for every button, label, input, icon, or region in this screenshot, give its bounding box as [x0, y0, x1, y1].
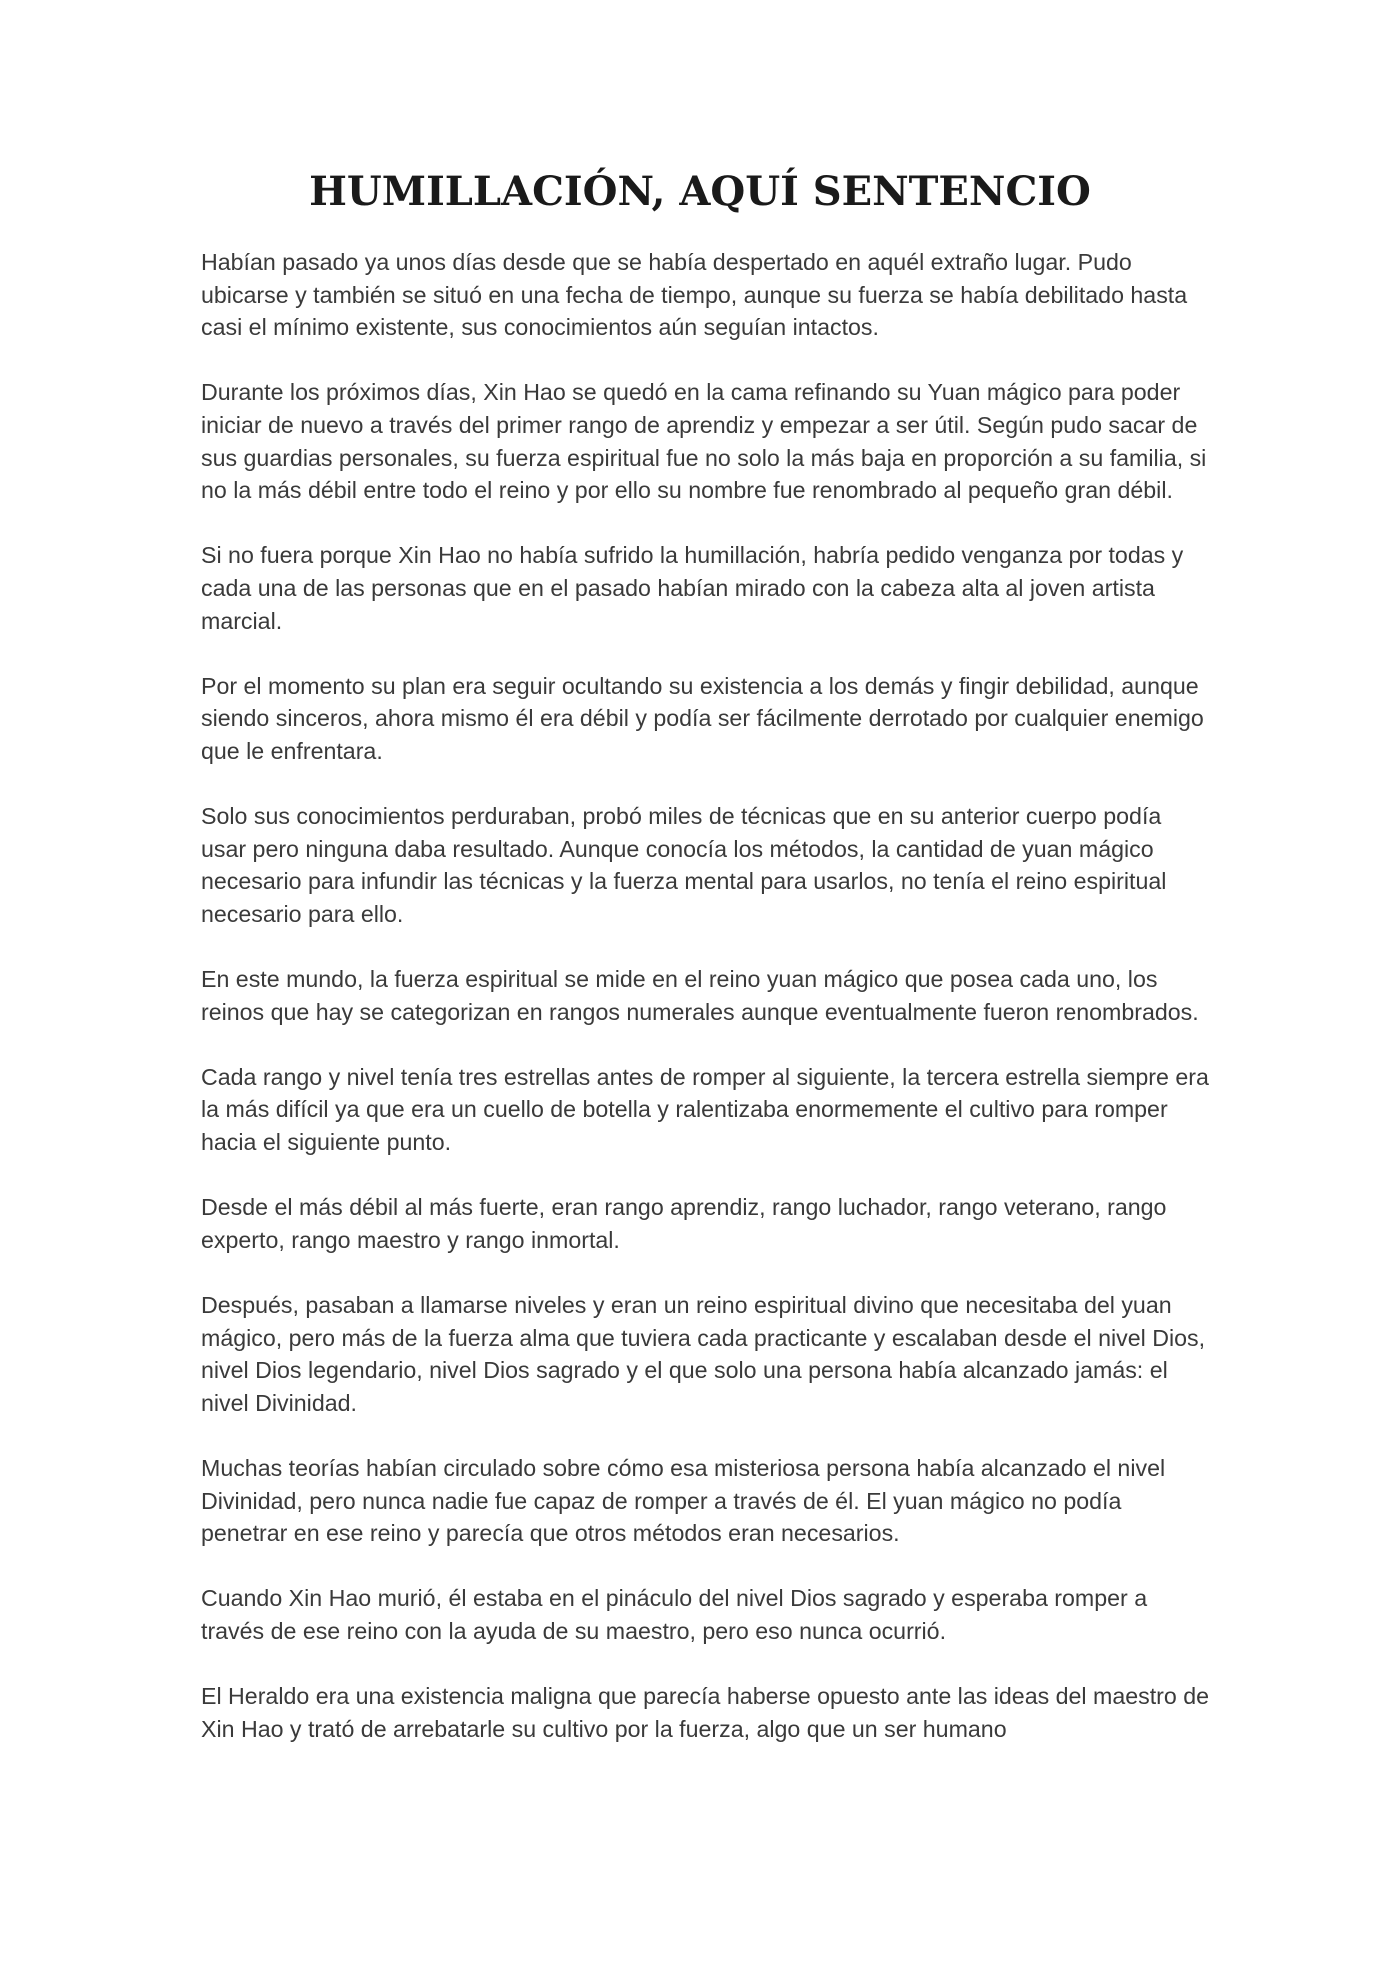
- document-body: [201, 246, 1211, 1778]
- paragraph: Solo sus conocimientos perduraban, probó miles de técnicas que en su anterior cuerpo podía usar pero ninguna daba resultado. Aunque conocía los métodos, la cantidad de yuan mágico necesario para infundir las técnicas y la fuerza mental para usarlos, no tenía el reino espiritual necesario para ello.: [201, 803, 1167, 927]
- paragraph: Durante los próximos días, Xin Hao se quedó en la cama refinando su Yuan mágico para poder iniciar de nuevo a través del primer rango de aprendiz y empezar a ser útil. Según pudo sacar de sus guardias personales, su fuerza espiritual fue no solo la más baja en proporción a su familia, si no la más débil entre todo el reino y por ello su nombre fue renombrado al pequeño gran débil.: [201, 379, 1207, 504]
- paragraph: Cuando Xin Hao murió, él estaba en el pináculo del nivel Dios sagrado y esperaba romper a través de ese reino con la ayuda de su maestro, pero eso nunca ocurrió.: [201, 1585, 1148, 1644]
- paragraph: El Heraldo era una existencia maligna que parecía haberse opuesto ante las ideas del maestro de Xin Hao y trató de arrebatarle su cultivo por la fuerza, algo que un ser humano: [201, 1683, 1209, 1742]
- page-title: HUMILLACIÓN, AQUÍ SENTENCIO: [309, 168, 1091, 215]
- paragraph: Si no fuera porque Xin Hao no había sufrido la humillación, habría pedido venganza por todas y cada una de las personas que en el pasado habían mirado con la cabeza alta al joven artista marcial.: [201, 542, 1184, 634]
- paragraph: Por el momento su plan era seguir ocultando su existencia a los demás y fingir debilidad, aunque siendo sinceros, ahora mismo él era débil y podía ser fácilmente derrotado por cualquier enemigo que le enfrentara.: [201, 672, 1204, 764]
- paragraph: Después, pasaban a llamarse niveles y eran un reino espiritual divino que necesitaba del yuan mágico, pero más de la fuerza alma que tuviera cada practicante y escalaban desde el nivel Dios, nivel Dios legendario, nivel Dios sagrado y el que solo una persona había alcanzado jamás: el nivel Divinidad.: [201, 1292, 1206, 1416]
- paragraph: Cada rango y nivel tenía tres estrellas antes de romper al siguiente, la tercera estrella siempre era la más difícil ya que era un cuello de botella y ralentizaba enormemente el cultivo para romper hacia el siguiente punto.: [201, 1063, 1209, 1156]
- paragraph: En este mundo, la fuerza espiritual se mide en el reino yuan mágico que posea cada uno, los reinos que hay se categorizan en rangos numerales aunque eventualmente fueron renombrados.: [201, 966, 1199, 1025]
- paragraph: Desde el más débil al más fuerte, eran rango aprendiz, rango luchador, rango veterano, rango experto, rango maestro y rango inmortal.: [201, 1194, 1167, 1253]
- paragraph: Muchas teorías habían circulado sobre cómo esa misteriosa persona había alcanzado el nivel Divinidad, pero nunca nadie fue capaz de romper a través de él. El yuan mágico no podía penetrar en ese reino y parecía que otros métodos eran necesarios.: [201, 1454, 1166, 1547]
- paragraph: Habían pasado ya unos días desde que se había despertado en aquél extraño lugar. Pudo ubicarse y también se situó en una fecha de tiempo, aunque su fuerza se había debilitado hasta casi el mínimo existente, sus conocimientos aún seguían intactos.: [201, 249, 1188, 341]
